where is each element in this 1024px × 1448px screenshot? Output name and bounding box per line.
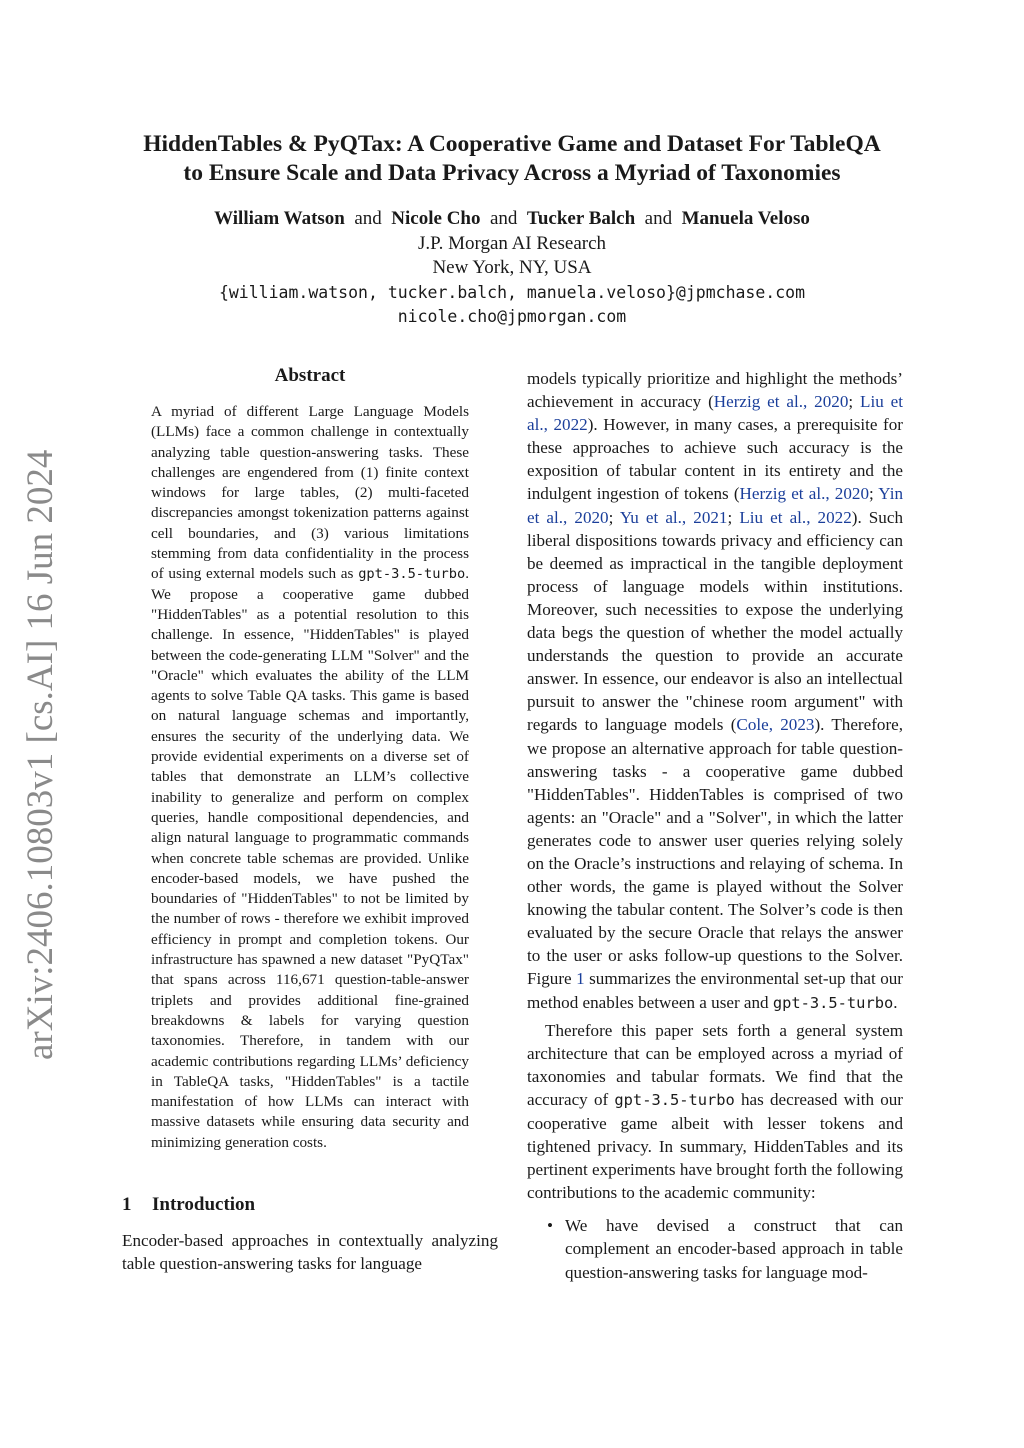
text-run: ). However, in many cases, a prerequisite for these approaches to achieve such accuracy is the exposition of tabular content in its entirety and the indulgent ingestion of tokens ( xyxy=(527,415,903,504)
abstract-text xyxy=(151,402,469,1153)
text-run: models typically prioritize and highlight the methods’ achievement in accuracy ( xyxy=(527,369,903,412)
citation-link[interactable]: Liu et al., 2022 xyxy=(739,507,852,527)
list-item-text: We have devised a construct that can complement an encoder-based approach in table question-answering tasks for language mod- xyxy=(565,1216,903,1282)
intro-paragraph-2 xyxy=(527,1019,903,1205)
contributions-list xyxy=(527,1214,903,1283)
text-run: summarizes the environmental set-up that our method enables between a user and xyxy=(527,969,903,1012)
citation-link[interactable]: Yin et al., 2020 xyxy=(527,484,903,527)
author-3: Tucker Balch xyxy=(526,208,636,229)
text-run: . xyxy=(893,992,898,1012)
author-separator: and xyxy=(644,208,673,229)
title-line-1: HiddenTables & PyQTax: A Cooperative Game and Dataset For TableQA xyxy=(143,131,881,157)
model-name-code: gpt-3.5-turbo xyxy=(614,1090,735,1109)
intro-text: Encoder-based approaches in contextually analyzing table question-answering tasks for language xyxy=(122,1230,498,1274)
citation-link[interactable]: Cole, 2023 xyxy=(736,715,815,735)
abstract-heading: Abstract xyxy=(274,365,346,386)
author-separator: and xyxy=(489,208,518,229)
abstract-part-1: A myriad of different Large Language Models (LLMs) face a common challenge in contextually analyzing table question-answering tasks. These challenges are engendered from (1) finite context windows for large tables, (2) multi-faceted discrepancies amongst tokenization patterns against cell boundaries, and (3) various limitations stemming from data confidentiality in the process of using external models such as xyxy=(151,403,469,583)
author-names xyxy=(80,207,944,232)
affiliation: J.P. Morgan AI Research xyxy=(417,232,607,254)
email-line-2: nicole.cho@jpmorgan.com xyxy=(397,307,627,326)
author-block xyxy=(80,207,944,330)
intro-heading xyxy=(122,1193,498,1217)
author-separator: and xyxy=(354,208,382,229)
text-run: ; xyxy=(727,507,740,527)
citation-link[interactable]: Herzig et al., 2020 xyxy=(713,392,849,412)
model-name-code: gpt-3.5-turbo xyxy=(358,566,466,583)
text-run: ; xyxy=(869,484,879,504)
author-1: William Watson xyxy=(214,208,345,229)
author-2: Nicole Cho xyxy=(391,208,481,229)
text-run: ; xyxy=(608,507,620,527)
bullet-icon: • xyxy=(547,1216,553,1236)
left-column xyxy=(122,364,498,1275)
location: New York, NY, USA xyxy=(432,257,592,278)
intro-paragraph-1 xyxy=(527,367,903,1015)
paper-title xyxy=(80,130,944,188)
citation-link[interactable]: Yu et al., 2021 xyxy=(619,507,728,527)
right-column xyxy=(527,367,903,1284)
citation-link[interactable]: Herzig et al., 2020 xyxy=(739,484,869,504)
email-line-1: {william.watson, tucker.balch, manuela.veloso}@jpmchase.com xyxy=(218,282,806,302)
model-name-code: gpt-3.5-turbo xyxy=(772,993,894,1012)
text-run: has decreased with our cooperative game albeit with lesser tokens and tightened privacy. In summary, HiddenTables and its pertinent experiments have brought forth the following contributions to the academic community: xyxy=(527,1089,903,1203)
citation-link[interactable]: Liu et al., 2022 xyxy=(527,392,903,435)
text-run: ). Therefore, we propose an alternative approach for table question-answering tasks - a cooperative game dubbed "HiddenTables". HiddenTables is comprised of two agents: an "Oracle" and a "Solver", in which the latter generates code to answer user queries relying solely on the Oracle’s instructions and relaying of schema. In other words, the game is played without the Solver knowing the tabular content. The Solver’s code is then evaluated by the secure Oracle that relays the answer to the user or asks follow-up questions to the Solver. Figure xyxy=(527,715,904,989)
section-number: 1 xyxy=(122,1193,132,1215)
abstract-part-2: . We propose a cooperative game dubbed "HiddenTables" as a potential resolution to this challenge. In essence, "HiddenTables" is played between the code-generating LLM "Solver" and the "Oracle" which evaluates the ability of the LLM agents to solve Table QA tasks. This game is based on natural language schemas and importantly, ensures the security of the underlying data. We provide evidential experiments on a diverse set of tables that demonstrate an LLM’s collective inability to generalize and perform on complex queries, handle compositional dependencies, and align natural language to programmatic commands when concrete table schemas are provided. Unlike encoder-based models, we have pushed the boundaries of "HiddenTables" to not be limited by the number of rows - therefore we exhibit improved efficiency in prompt and completion tokens. Our infrastructure has spawned a new dataset "PyQTax" that spans across 116,671 question-table-answer triplets and provides additional fine-grained breakdowns & labels for varying question taxonomies. Therefore, in tandem with our academic contributions regarding LLMs’ deficiency in TableQA tasks, "HiddenTables" is a tactile manifestation of how LLMs can interact with massive datasets while ensuring data security and minimizing generation costs. xyxy=(151,565,469,1151)
author-4: Manuela Veloso xyxy=(681,208,810,229)
text-run: ; xyxy=(848,392,861,412)
list-item xyxy=(527,1214,903,1283)
section-title: Introduction xyxy=(152,1193,256,1215)
title-line-2: to Ensure Scale and Data Privacy Across a Myriad of Taxonomies xyxy=(183,160,841,186)
figure-reference-link[interactable]: 1 xyxy=(576,969,585,989)
text-run: ). Such liberal dispositions towards privacy and efficiency can be deemed as impractical in the tangible deployment process of language models within institutions. Moreover, such necessities to expose the underlying data begs the question of whether the model actually understands the question to provide an accurate answer. In essence, our endeavor is also an intellectual pursuit to answer the "chinese room argument" with regards to language models ( xyxy=(527,507,903,735)
text-run: Therefore this paper sets forth a general system architecture that can be employed across a myriad of taxonomies and tabular formats. We find that the accuracy of xyxy=(527,1020,903,1109)
arxiv-stamp: arXiv:2406.10803v1 [cs.AI] 16 Jun 2024 xyxy=(20,449,61,1060)
